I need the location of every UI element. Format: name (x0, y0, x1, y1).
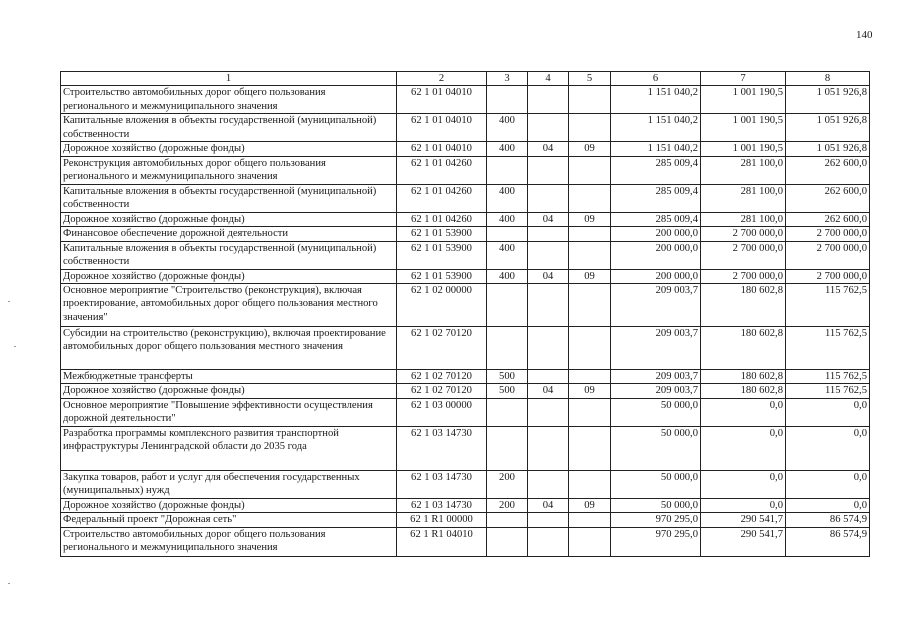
expense-type-cell: 500 (487, 370, 528, 384)
table-row (61, 527, 870, 556)
section-cell (528, 398, 569, 426)
code-cell: 62 1 R1 00000 (397, 513, 487, 527)
expense-type-cell: 200 (487, 470, 528, 498)
row-name-cell: Дорожное хозяйство (дорожные фонды) (61, 498, 397, 512)
subsection-cell (569, 398, 611, 426)
amount-year3-cell: 1 051 926,8 (786, 142, 870, 156)
amount-year2-cell: 281 100,0 (701, 184, 786, 212)
amount-year1-cell: 50 000,0 (611, 426, 701, 470)
amount-year3-cell: 262 600,0 (786, 212, 870, 226)
subsection-cell (569, 241, 611, 269)
subsection-cell (569, 426, 611, 470)
subsection-cell: 09 (569, 142, 611, 156)
row-name-cell: Капитальные вложения в объекты государственной (муниципальной) собственности (61, 184, 397, 212)
subsection-cell (569, 156, 611, 184)
code-cell: 62 1 01 53900 (397, 241, 487, 269)
table-row (61, 370, 870, 384)
row-name-cell: Дорожное хозяйство (дорожные фонды) (61, 384, 397, 398)
section-cell (528, 426, 569, 470)
row-name-cell: Разработка программы комплексного развития транспортной инфраструктуры Ленинградской области до 2035 года (61, 426, 397, 470)
amount-year2-cell: 1 001 190,5 (701, 86, 786, 114)
amount-year2-cell: 180 602,8 (701, 327, 786, 370)
amount-year3-cell: 0,0 (786, 498, 870, 512)
table-row (61, 86, 870, 114)
table-row (61, 227, 870, 241)
amount-year1-cell: 209 003,7 (611, 370, 701, 384)
table-row (61, 398, 870, 426)
expense-type-cell (487, 86, 528, 114)
expense-type-cell (487, 227, 528, 241)
subsection-cell (569, 370, 611, 384)
header-cell: 1 (61, 72, 397, 86)
amount-year3-cell: 115 762,5 (786, 370, 870, 384)
amount-year3-cell: 115 762,5 (786, 384, 870, 398)
header-cell: 3 (487, 72, 528, 86)
amount-year1-cell: 209 003,7 (611, 284, 701, 327)
amount-year1-cell: 200 000,0 (611, 241, 701, 269)
section-cell: 04 (528, 212, 569, 226)
amount-year3-cell: 86 574,9 (786, 513, 870, 527)
section-cell: 04 (528, 498, 569, 512)
code-cell: 62 1 01 04260 (397, 212, 487, 226)
amount-year2-cell: 180 602,8 (701, 284, 786, 327)
amount-year1-cell: 209 003,7 (611, 327, 701, 370)
expense-type-cell (487, 527, 528, 556)
budget-table (60, 71, 870, 557)
code-cell: 62 1 01 04010 (397, 86, 487, 114)
amount-year2-cell: 0,0 (701, 470, 786, 498)
code-cell: 62 1 03 14730 (397, 470, 487, 498)
row-name-cell: Дорожное хозяйство (дорожные фонды) (61, 269, 397, 283)
header-cell: 8 (786, 72, 870, 86)
row-name-cell: Основное мероприятие "Строительство (реконструкция), включая проектирование, автомобильных дорог общего пользования местного значения" (61, 284, 397, 327)
amount-year3-cell: 262 600,0 (786, 156, 870, 184)
amount-year1-cell: 1 151 040,2 (611, 86, 701, 114)
amount-year2-cell: 290 541,7 (701, 513, 786, 527)
code-cell: 62 1 R1 04010 (397, 527, 487, 556)
code-cell: 62 1 01 53900 (397, 269, 487, 283)
section-cell (528, 114, 569, 142)
amount-year1-cell: 50 000,0 (611, 498, 701, 512)
section-cell (528, 284, 569, 327)
amount-year2-cell: 281 100,0 (701, 212, 786, 226)
header-cell: 4 (528, 72, 569, 86)
row-name-cell: Финансовое обеспечение дорожной деятельности (61, 227, 397, 241)
expense-type-cell (487, 327, 528, 370)
section-cell: 04 (528, 269, 569, 283)
code-cell: 62 1 03 14730 (397, 498, 487, 512)
section-cell: 04 (528, 142, 569, 156)
section-cell (528, 513, 569, 527)
amount-year3-cell: 2 700 000,0 (786, 269, 870, 283)
amount-year1-cell: 200 000,0 (611, 269, 701, 283)
table-row (61, 241, 870, 269)
amount-year1-cell: 1 151 040,2 (611, 114, 701, 142)
table-row (61, 142, 870, 156)
section-cell (528, 527, 569, 556)
amount-year1-cell: 209 003,7 (611, 384, 701, 398)
table-row (61, 384, 870, 398)
section-cell (528, 370, 569, 384)
table-row (61, 513, 870, 527)
amount-year3-cell: 115 762,5 (786, 327, 870, 370)
expense-type-cell: 500 (487, 384, 528, 398)
expense-type-cell (487, 513, 528, 527)
expense-type-cell (487, 426, 528, 470)
expense-type-cell: 400 (487, 142, 528, 156)
subsection-cell: 09 (569, 498, 611, 512)
subsection-cell (569, 227, 611, 241)
amount-year2-cell: 290 541,7 (701, 527, 786, 556)
amount-year2-cell: 281 100,0 (701, 156, 786, 184)
amount-year3-cell: 0,0 (786, 426, 870, 470)
amount-year3-cell: 86 574,9 (786, 527, 870, 556)
header-cell: 7 (701, 72, 786, 86)
amount-year3-cell: 1 051 926,8 (786, 86, 870, 114)
table-row (61, 156, 870, 184)
amount-year3-cell: 1 051 926,8 (786, 114, 870, 142)
amount-year2-cell: 2 700 000,0 (701, 227, 786, 241)
row-name-cell: Капитальные вложения в объекты государственной (муниципальной) собственности (61, 241, 397, 269)
row-name-cell: Межбюджетные трансферты (61, 370, 397, 384)
amount-year1-cell: 285 009,4 (611, 184, 701, 212)
section-cell (528, 184, 569, 212)
amount-year3-cell: 0,0 (786, 398, 870, 426)
expense-type-cell (487, 156, 528, 184)
table-row (61, 184, 870, 212)
expense-type-cell: 200 (487, 498, 528, 512)
table-row (61, 284, 870, 327)
subsection-cell: 09 (569, 269, 611, 283)
section-cell (528, 227, 569, 241)
row-name-cell: Дорожное хозяйство (дорожные фонды) (61, 142, 397, 156)
section-cell (528, 86, 569, 114)
amount-year3-cell: 2 700 000,0 (786, 241, 870, 269)
subsection-cell (569, 284, 611, 327)
scan-mark (8, 301, 10, 302)
table-row (61, 498, 870, 512)
amount-year1-cell: 285 009,4 (611, 212, 701, 226)
table-row (61, 269, 870, 283)
table-row (61, 327, 870, 370)
amount-year3-cell: 115 762,5 (786, 284, 870, 327)
amount-year2-cell: 0,0 (701, 398, 786, 426)
expense-type-cell (487, 398, 528, 426)
expense-type-cell: 400 (487, 114, 528, 142)
amount-year3-cell: 0,0 (786, 470, 870, 498)
amount-year1-cell: 50 000,0 (611, 470, 701, 498)
amount-year2-cell: 2 700 000,0 (701, 241, 786, 269)
subsection-cell (569, 527, 611, 556)
scan-mark (8, 583, 10, 584)
code-cell: 62 1 03 00000 (397, 398, 487, 426)
section-cell (528, 156, 569, 184)
amount-year1-cell: 200 000,0 (611, 227, 701, 241)
scan-mark (14, 346, 16, 347)
amount-year2-cell: 2 700 000,0 (701, 269, 786, 283)
row-name-cell: Основное мероприятие "Повышение эффективности осуществления дорожной деятельности" (61, 398, 397, 426)
code-cell: 62 1 01 04010 (397, 114, 487, 142)
expense-type-cell: 400 (487, 212, 528, 226)
header-cell: 2 (397, 72, 487, 86)
expense-type-cell: 400 (487, 269, 528, 283)
subsection-cell (569, 470, 611, 498)
row-name-cell: Закупка товаров, работ и услуг для обеспечения государственных (муниципальных) нужд (61, 470, 397, 498)
code-cell: 62 1 01 53900 (397, 227, 487, 241)
row-name-cell: Федеральный проект "Дорожная сеть" (61, 513, 397, 527)
subsection-cell (569, 513, 611, 527)
column-number-row (61, 72, 870, 86)
amount-year2-cell: 0,0 (701, 498, 786, 512)
subsection-cell: 09 (569, 212, 611, 226)
row-name-cell: Строительство автомобильных дорог общего пользования регионального и межмуниципального значения (61, 527, 397, 556)
code-cell: 62 1 03 14730 (397, 426, 487, 470)
amount-year3-cell: 2 700 000,0 (786, 227, 870, 241)
code-cell: 62 1 01 04010 (397, 142, 487, 156)
page-number: 140 (856, 29, 873, 41)
header-cell: 6 (611, 72, 701, 86)
code-cell: 62 1 02 70120 (397, 384, 487, 398)
row-name-cell: Строительство автомобильных дорог общего пользования регионального и межмуниципального значения (61, 86, 397, 114)
subsection-cell: 09 (569, 384, 611, 398)
amount-year2-cell: 0,0 (701, 426, 786, 470)
amount-year1-cell: 285 009,4 (611, 156, 701, 184)
amount-year2-cell: 180 602,8 (701, 384, 786, 398)
code-cell: 62 1 01 04260 (397, 184, 487, 212)
amount-year1-cell: 1 151 040,2 (611, 142, 701, 156)
code-cell: 62 1 02 00000 (397, 284, 487, 327)
section-cell (528, 470, 569, 498)
table-row (61, 212, 870, 226)
row-name-cell: Капитальные вложения в объекты государственной (муниципальной) собственности (61, 114, 397, 142)
row-name-cell: Дорожное хозяйство (дорожные фонды) (61, 212, 397, 226)
amount-year1-cell: 50 000,0 (611, 398, 701, 426)
amount-year1-cell: 970 295,0 (611, 527, 701, 556)
subsection-cell (569, 114, 611, 142)
row-name-cell: Реконструкция автомобильных дорог общего пользования регионального и межмуниципального значения (61, 156, 397, 184)
section-cell (528, 327, 569, 370)
amount-year3-cell: 262 600,0 (786, 184, 870, 212)
header-cell: 5 (569, 72, 611, 86)
expense-type-cell (487, 284, 528, 327)
row-name-cell: Субсидии на строительство (реконструкцию), включая проектирование автомобильных дорог общего пользования местного значения (61, 327, 397, 370)
code-cell: 62 1 01 04260 (397, 156, 487, 184)
section-cell (528, 241, 569, 269)
subsection-cell (569, 327, 611, 370)
table-row (61, 470, 870, 498)
table-row (61, 114, 870, 142)
amount-year2-cell: 180 602,8 (701, 370, 786, 384)
expense-type-cell: 400 (487, 241, 528, 269)
amount-year1-cell: 970 295,0 (611, 513, 701, 527)
amount-year2-cell: 1 001 190,5 (701, 114, 786, 142)
table-row (61, 426, 870, 470)
amount-year2-cell: 1 001 190,5 (701, 142, 786, 156)
expense-type-cell: 400 (487, 184, 528, 212)
code-cell: 62 1 02 70120 (397, 370, 487, 384)
subsection-cell (569, 184, 611, 212)
subsection-cell (569, 86, 611, 114)
code-cell: 62 1 02 70120 (397, 327, 487, 370)
section-cell: 04 (528, 384, 569, 398)
